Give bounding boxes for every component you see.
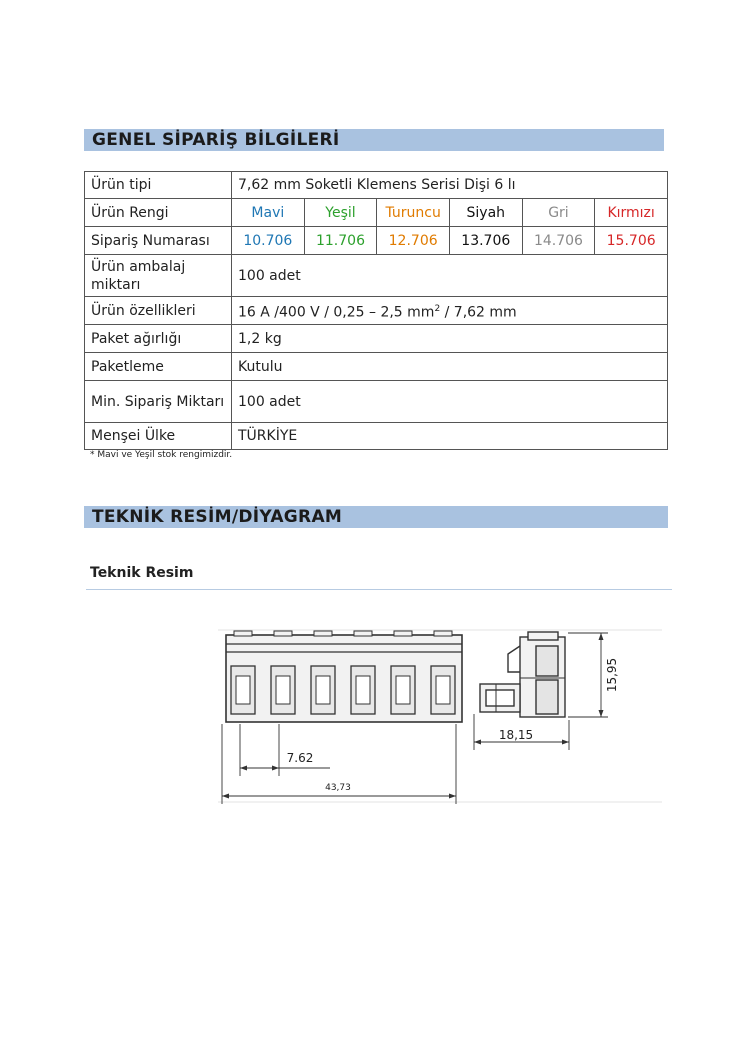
subsection-divider <box>86 589 672 590</box>
wire-slot-opening <box>436 676 450 704</box>
features-value-main: 16 A /400 V / 0,25 – 2,5 mm <box>238 304 435 321</box>
product-type-label: Ürün tipi <box>85 172 232 199</box>
latch-tab <box>234 631 252 636</box>
latch-tab <box>354 631 372 636</box>
wire-slot-opening <box>356 676 370 704</box>
order-number-cell: 13.706 <box>449 227 522 255</box>
product-type-value: 7,62 mm Soketli Klemens Serisi Dişi 6 lı <box>232 172 668 199</box>
side-view <box>480 632 565 717</box>
color-name-cell: Mavi <box>232 199 305 227</box>
packing-label: Paketleme <box>85 353 232 381</box>
table-row <box>85 297 668 325</box>
table-row <box>85 423 668 450</box>
stock-footnote: * Mavi ve Yeşil stok rengimizdir. <box>90 450 233 460</box>
table-row <box>85 227 668 255</box>
order-number-cell: 10.706 <box>232 227 305 255</box>
latch-tab <box>434 631 452 636</box>
wire-slot-opening <box>396 676 410 704</box>
section-title-order-info: GENEL SİPARİŞ BİLGİLERİ <box>84 129 664 151</box>
features-value-sup: 2 <box>434 303 441 314</box>
color-name-cell: Turuncu <box>377 199 450 227</box>
technical-drawing <box>218 628 664 806</box>
latch-tab <box>314 631 332 636</box>
table-row <box>85 172 668 199</box>
wire-slot-opening <box>316 676 330 704</box>
section-title-technical-drawing: TEKNİK RESİM/DİYAGRAM <box>84 506 668 528</box>
package-qty-label: Ürün ambalaj miktarı <box>85 255 232 297</box>
color-name-cell: Yeşil <box>304 199 377 227</box>
subsection-title: Teknik Resim <box>90 565 194 581</box>
color-name-cell: Gri <box>522 199 595 227</box>
arrowheads <box>222 766 456 799</box>
order-info-table <box>84 171 668 450</box>
table-row <box>85 199 668 227</box>
order-number-label: Sipariş Numarası <box>85 227 232 255</box>
origin-label: Menşei Ülke <box>85 423 232 450</box>
min-order-value: 100 adet <box>232 381 668 423</box>
table-row <box>85 255 668 297</box>
order-number-cell: 11.706 <box>304 227 377 255</box>
order-number-cell: 14.706 <box>522 227 595 255</box>
origin-value: TÜRKİYE <box>232 423 668 450</box>
features-label: Ürün özellikleri <box>85 297 232 325</box>
order-number-cell: 15.706 <box>595 227 668 255</box>
table-row <box>85 353 668 381</box>
weight-value: 1,2 kg <box>232 325 668 353</box>
features-value <box>232 297 668 325</box>
product-color-label: Ürün Rengi <box>85 199 232 227</box>
packing-value: Kutulu <box>232 353 668 381</box>
weight-label: Paket ağırlığı <box>85 325 232 353</box>
width-dimension-label: 43,73 <box>325 783 351 793</box>
wire-slot-opening <box>276 676 290 704</box>
pitch-dimension-label: 7.62 <box>286 751 314 765</box>
wire-slot-opening <box>236 676 250 704</box>
color-name-cell: Siyah <box>449 199 522 227</box>
table-row <box>85 381 668 423</box>
latch-tab <box>394 631 412 636</box>
depth-dimension-label: 18,15 <box>498 728 534 742</box>
min-order-label: Min. Sipariş Miktarı <box>85 381 232 423</box>
features-value-end: / 7,62 mm <box>440 304 517 321</box>
package-qty-value: 100 adet <box>232 255 668 297</box>
front-view <box>226 631 462 722</box>
table-row <box>85 325 668 353</box>
latch-tab <box>274 631 292 636</box>
color-name-cell: Kırmızı <box>595 199 668 227</box>
order-number-cell: 12.706 <box>377 227 450 255</box>
height-dimension-label: 15,95 <box>605 657 619 693</box>
